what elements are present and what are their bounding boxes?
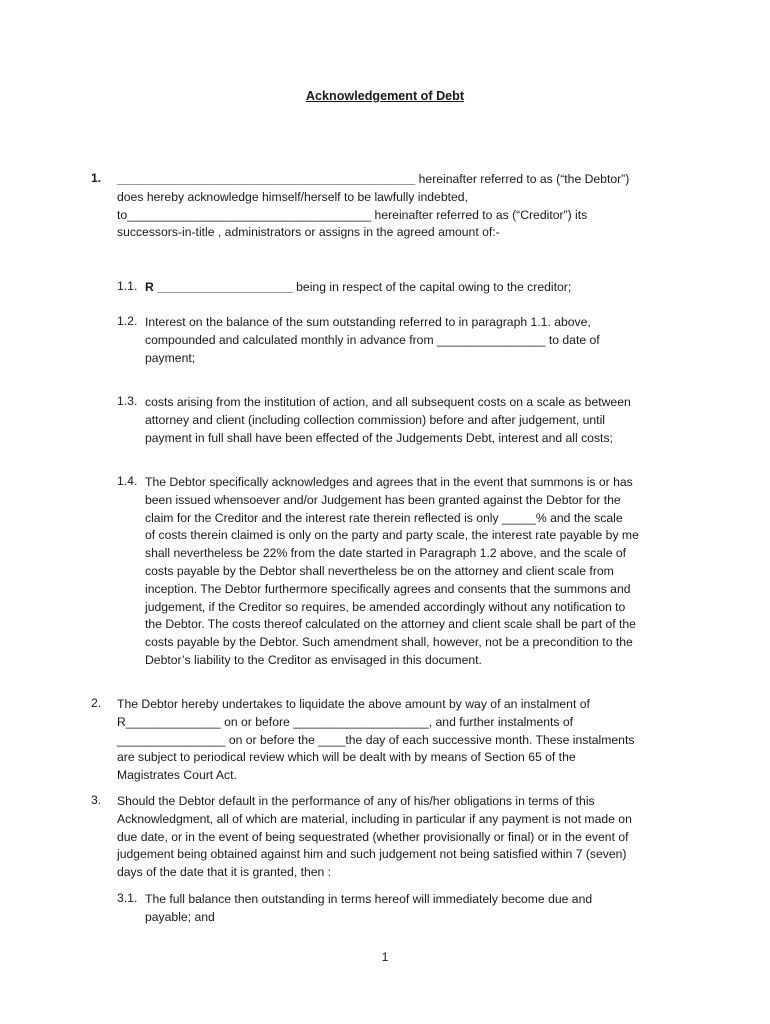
section-3-line: Acknowledgment, all of which are material, including in particular if any payment is not made on <box>117 811 632 826</box>
section-3-1-text <box>145 891 690 927</box>
section-1-4-line: inception. The Debtor furthermore specifically agrees and consents that the summons and <box>145 581 631 596</box>
section-3-line: judgement being obtained against him and such judgement not being satisfied within 7 (seven) <box>117 847 627 862</box>
section-1-1-text <box>145 279 685 297</box>
section-2-line: ________________ on or before the ____the day of each successive month. These instalments <box>117 732 635 747</box>
capital-amount-blank: ____________________ <box>157 280 293 294</box>
debtor-name-blank: ____________________________________________ <box>117 172 416 186</box>
section-1-line-4: successors-in-title , administrators or assigns in the agreed amount of:- <box>117 225 500 240</box>
section-1-3-number: 1.3. <box>117 394 138 408</box>
rand-symbol: R <box>145 280 154 294</box>
section-1-line-1 <box>117 171 677 189</box>
section-1-4-line: Debtor’s liability to the Creditor as envisaged in this document. <box>145 652 482 667</box>
section-1-2-text <box>145 314 690 367</box>
section-1-4-line: costs payable by the Debtor. Such amendment shall, however, not be a precondition to the <box>145 635 633 650</box>
section-1-3-line: costs arising from the institution of action, and all subsequent costs on a scale as between <box>145 395 631 409</box>
document-title: Acknowledgement of Debt <box>305 89 465 103</box>
section-3-line: days of the date that it is granted, then : <box>117 865 332 880</box>
section-1-4-line: been issued whensoever and/or Judgement has been granted against the Debtor for the <box>145 492 621 507</box>
section-1-line-3: to____________________________________ hereinafter referred to as (“Creditor”) its <box>117 207 588 222</box>
section-2-line: are subject to periodical review which will be dealt with by means of Section 65 of the <box>117 750 576 765</box>
section-1-2-line: Interest on the balance of the sum outstanding referred to in paragraph 1.1. above, <box>145 315 591 329</box>
section-1-line-1-rest: hereinafter referred to as (“the Debtor”) <box>418 172 630 186</box>
section-1-3-line: payment in full shall have been effected of the Judgements Debt, interest and all costs; <box>145 430 613 445</box>
section-3-line: due date, or in the event of being sequestrated (whether provisionally or final) or in the event of <box>117 829 629 844</box>
section-1-number: 1. <box>91 171 102 185</box>
section-1-line-2: does hereby acknowledge himself/herself to be lawfully indebted, <box>117 189 468 204</box>
section-3-text <box>117 793 692 882</box>
section-3-1-number: 3.1. <box>117 891 138 905</box>
section-1-4-line: of costs therein claimed is only on the party and party scale, the interest rate payable by me <box>145 528 639 543</box>
section-1-4-number: 1.4. <box>117 474 138 488</box>
section-2-line: Magistrates Court Act. <box>117 768 237 783</box>
section-1-4-line: shall nevertheless be 22% from the date started in Paragraph 1.2 above, and the scale of <box>145 546 627 561</box>
page-number: 1 <box>381 950 389 964</box>
section-3-number: 3. <box>91 793 102 807</box>
section-1-4-line: claim for the Creditor and the interest rate therein reflected is only _____% and the scale <box>145 510 623 525</box>
section-1-4-text <box>145 474 690 670</box>
section-3-1-line: payable; and <box>145 909 215 924</box>
section-1-4-line: The Debtor specifically acknowledges and agrees that in the event that summons is or has <box>145 475 633 489</box>
section-2-text <box>117 696 692 785</box>
section-1-3-line: attorney and client (including collection commission) before and after judgement, until <box>145 412 605 427</box>
section-1-text <box>117 171 677 242</box>
section-1-4-line: the Debtor. The costs thereof calculated on the attorney and client scale shall be part of the <box>145 617 636 632</box>
section-2-line: The Debtor hereby undertakes to liquidate the above amount by way of an instalment of <box>117 697 590 711</box>
section-1-1-number: 1.1. <box>117 279 138 293</box>
section-1-4-line: judgement, if the Creditor so requires, be amended accordingly without any notification to <box>145 599 626 614</box>
section-1-2-line: compounded and calculated monthly in advance from ________________ to date of <box>145 332 600 347</box>
section-2-number: 2. <box>91 696 102 710</box>
section-1-2-line: payment; <box>145 350 196 365</box>
section-1-2-number: 1.2. <box>117 314 138 328</box>
section-1-4-line: costs payable by the Debtor shall nevertheless be on the attorney and client scale from <box>145 563 614 578</box>
section-1-1-rest: being in respect of the capital owing to the creditor; <box>292 280 572 294</box>
section-3-1-line: The full balance then outstanding in terms hereof will immediately become due and <box>145 892 593 906</box>
section-2-line: R______________ on or before ____________________, and further instalments of <box>117 714 574 729</box>
section-1-3-text <box>145 394 690 447</box>
section-3-line: Should the Debtor default in the performance of any of his/her obligations in terms of this <box>117 794 595 808</box>
